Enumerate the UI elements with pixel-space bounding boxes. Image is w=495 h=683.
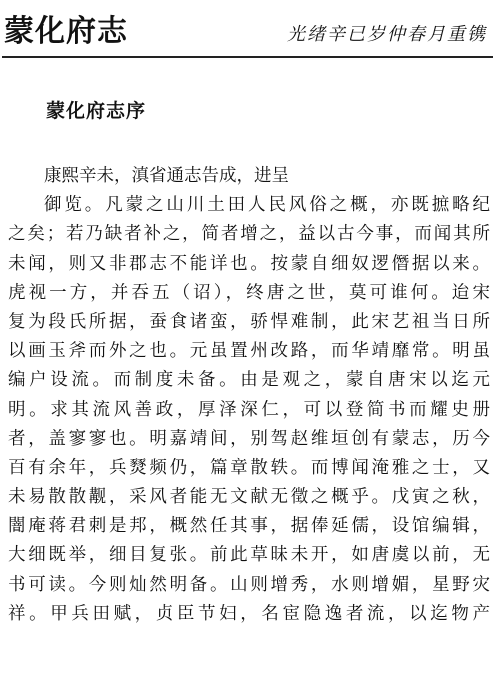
text-line: 书可读。今则灿然明备。山则增秀，水则增媚，星野灾 [8,574,490,595]
text-line: 虎视一方，并吞五（诏），终唐之世，莫可谁何。迨宋 [8,282,490,303]
text-line: 编户设流。而制度未备。由是观之，蒙自唐宋以迄元 [8,370,490,391]
text-line: 者，盖寥寥也。明嘉靖间，别驾赵维垣创有蒙志，历今 [8,428,490,449]
edition-note: 光绪辛已岁仲春月重镌 [287,24,487,45]
text-line: 百有余年，兵燹频仍，篇章散轶。而博闻淹雅之士，又 [8,457,490,478]
text-line: 复为段氏所据，蚕食诸蛮，骄悍难制，此宋艺祖当日所 [8,311,490,332]
text-line: 御览。凡蒙之山川土田人民风俗之概，亦既摭略纪 [44,195,490,216]
preface-body [8,162,490,629]
header-divider [2,56,493,58]
book-title: 蒙化府志 [4,14,128,49]
text-line: 之矣；若乃缺者补之，简者增之，益以古今事，而闻其所 [8,224,490,245]
text-line: 祥。甲兵田赋，贞臣节妇，名宦隐逸者流，以迄物产 [8,603,490,624]
text-line: 大细既举，细目复张。前此草昧未开，如唐虞以前，无 [8,545,490,566]
text-line: 未闻，则又非郡志不能详也。按蒙自细奴逻僭据以来。 [8,253,490,274]
text-line: 康熙辛未，滇省通志告成，进呈 [44,166,289,186]
text-line: 未易散散觏，采风者能无文献无徵之概乎。戊寅之秋， [8,487,490,508]
text-line: 闇庵蒋君刺是邦，概然任其事，据俸延儒，设馆编辑， [8,516,490,537]
text-line: 明。求其流风善政，厚泽深仁，可以登简书而耀史册 [8,399,490,420]
page-header [0,0,495,62]
text-line: 以画玉斧而外之也。元虽置州改路，而华靖靡常。明虽 [8,341,490,362]
preface-title: 蒙化府志序 [46,100,147,122]
